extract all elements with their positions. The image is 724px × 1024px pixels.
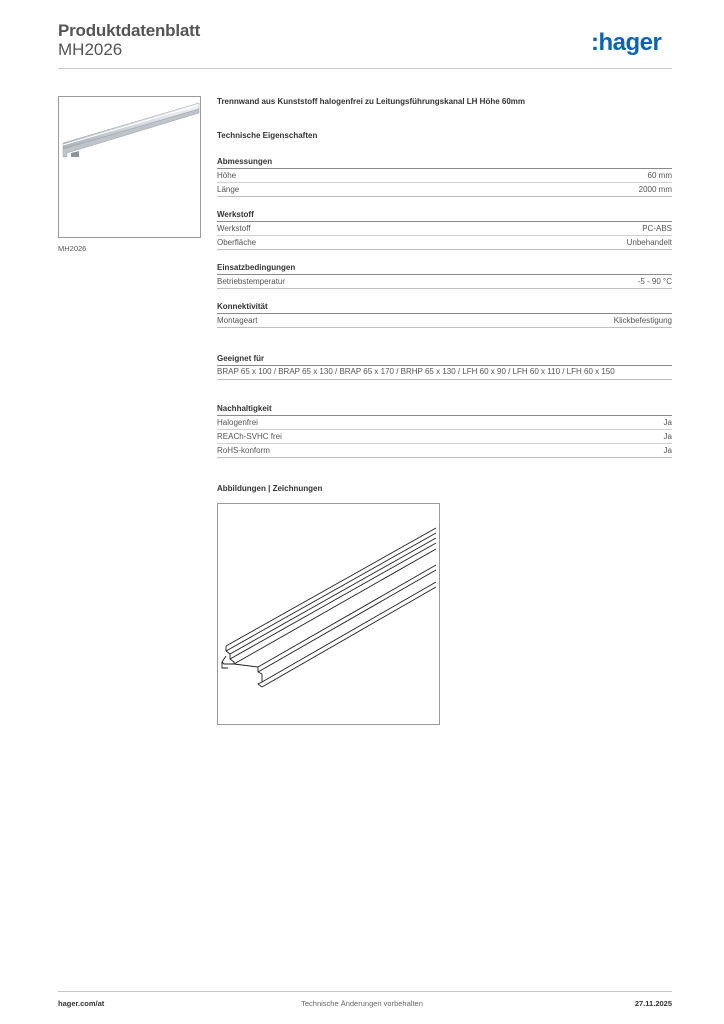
property-value: Klickbefestigung bbox=[613, 316, 672, 325]
section-title: Einsatzbedingungen bbox=[217, 263, 672, 275]
product-thumbnail bbox=[58, 96, 201, 238]
footer-divider bbox=[58, 991, 672, 992]
property-value: Ja bbox=[663, 432, 672, 441]
section-einsatzbedingungen bbox=[217, 263, 672, 289]
property-label: Halogenfrei bbox=[217, 418, 258, 427]
page-title: Produktdatenblatt bbox=[58, 21, 201, 40]
property-row bbox=[217, 236, 672, 250]
section-title: Konnektivität bbox=[217, 302, 672, 314]
section-title: Nachhaltigkeit bbox=[217, 404, 672, 416]
property-row bbox=[217, 416, 672, 430]
header-divider bbox=[58, 68, 672, 69]
property-label: Betriebstemperatur bbox=[217, 277, 286, 286]
property-value: 2000 mm bbox=[638, 185, 672, 194]
partition-line-drawing bbox=[218, 504, 440, 725]
figures-title: Abbildungen | Zeichnungen bbox=[217, 484, 323, 493]
property-row bbox=[217, 169, 672, 183]
property-label: REACh-SVHC frei bbox=[217, 432, 282, 441]
property-row bbox=[217, 222, 672, 236]
property-row bbox=[217, 183, 672, 197]
hager-logo[interactable] bbox=[591, 28, 675, 58]
property-row bbox=[217, 314, 672, 328]
footer-website-link[interactable]: hager.com/at bbox=[58, 999, 105, 1008]
property-label: Werkstoff bbox=[217, 224, 251, 233]
property-row bbox=[217, 444, 672, 458]
property-label: Oberfläche bbox=[217, 238, 257, 247]
section-werkstoff bbox=[217, 210, 672, 250]
footer-date: 27.11.2025 bbox=[634, 999, 672, 1008]
logo-text: :hager bbox=[591, 29, 662, 56]
section-title: Werkstoff bbox=[217, 210, 672, 222]
partition-rail-image bbox=[59, 97, 201, 238]
technical-properties-title: Technische Eigenschaften bbox=[217, 131, 318, 140]
property-label: Länge bbox=[217, 185, 240, 194]
property-label: Montageart bbox=[217, 316, 258, 325]
section-abmessungen bbox=[217, 157, 672, 197]
property-label: Höhe bbox=[217, 171, 237, 180]
property-value: Ja bbox=[663, 446, 672, 455]
section-title: Geeignet für bbox=[217, 354, 672, 366]
footer-notice: Technische Änderungen vorbehalten bbox=[301, 999, 423, 1008]
section-geeignet-fuer bbox=[217, 354, 672, 380]
technical-drawing bbox=[217, 503, 440, 725]
property-row bbox=[217, 430, 672, 444]
compatible-products: BRAP 65 x 100 / BRAP 65 x 130 / BRAP 65 x 170 / BRHP 65 x 130 / LFH 60 x 90 / LFH 60 x 110 / LFH 60 x 150 bbox=[217, 366, 672, 380]
thumbnail-caption: MH2026 bbox=[58, 244, 87, 253]
property-value: -5 - 90 °C bbox=[637, 277, 672, 286]
property-value: PC-ABS bbox=[642, 224, 672, 233]
section-nachhaltigkeit bbox=[217, 404, 672, 458]
product-description: Trennwand aus Kunststoff halogenfrei zu Leitungsführungskanal LH Höhe 60mm bbox=[217, 97, 526, 106]
property-value: 60 mm bbox=[647, 171, 672, 180]
product-code: MH2026 bbox=[58, 40, 123, 59]
property-label: RoHS-konform bbox=[217, 446, 270, 455]
section-konnektivitaet bbox=[217, 302, 672, 328]
property-row bbox=[217, 275, 672, 289]
section-title: Abmessungen bbox=[217, 157, 672, 169]
property-value: Ja bbox=[663, 418, 672, 427]
property-value: Unbehandelt bbox=[626, 238, 672, 247]
